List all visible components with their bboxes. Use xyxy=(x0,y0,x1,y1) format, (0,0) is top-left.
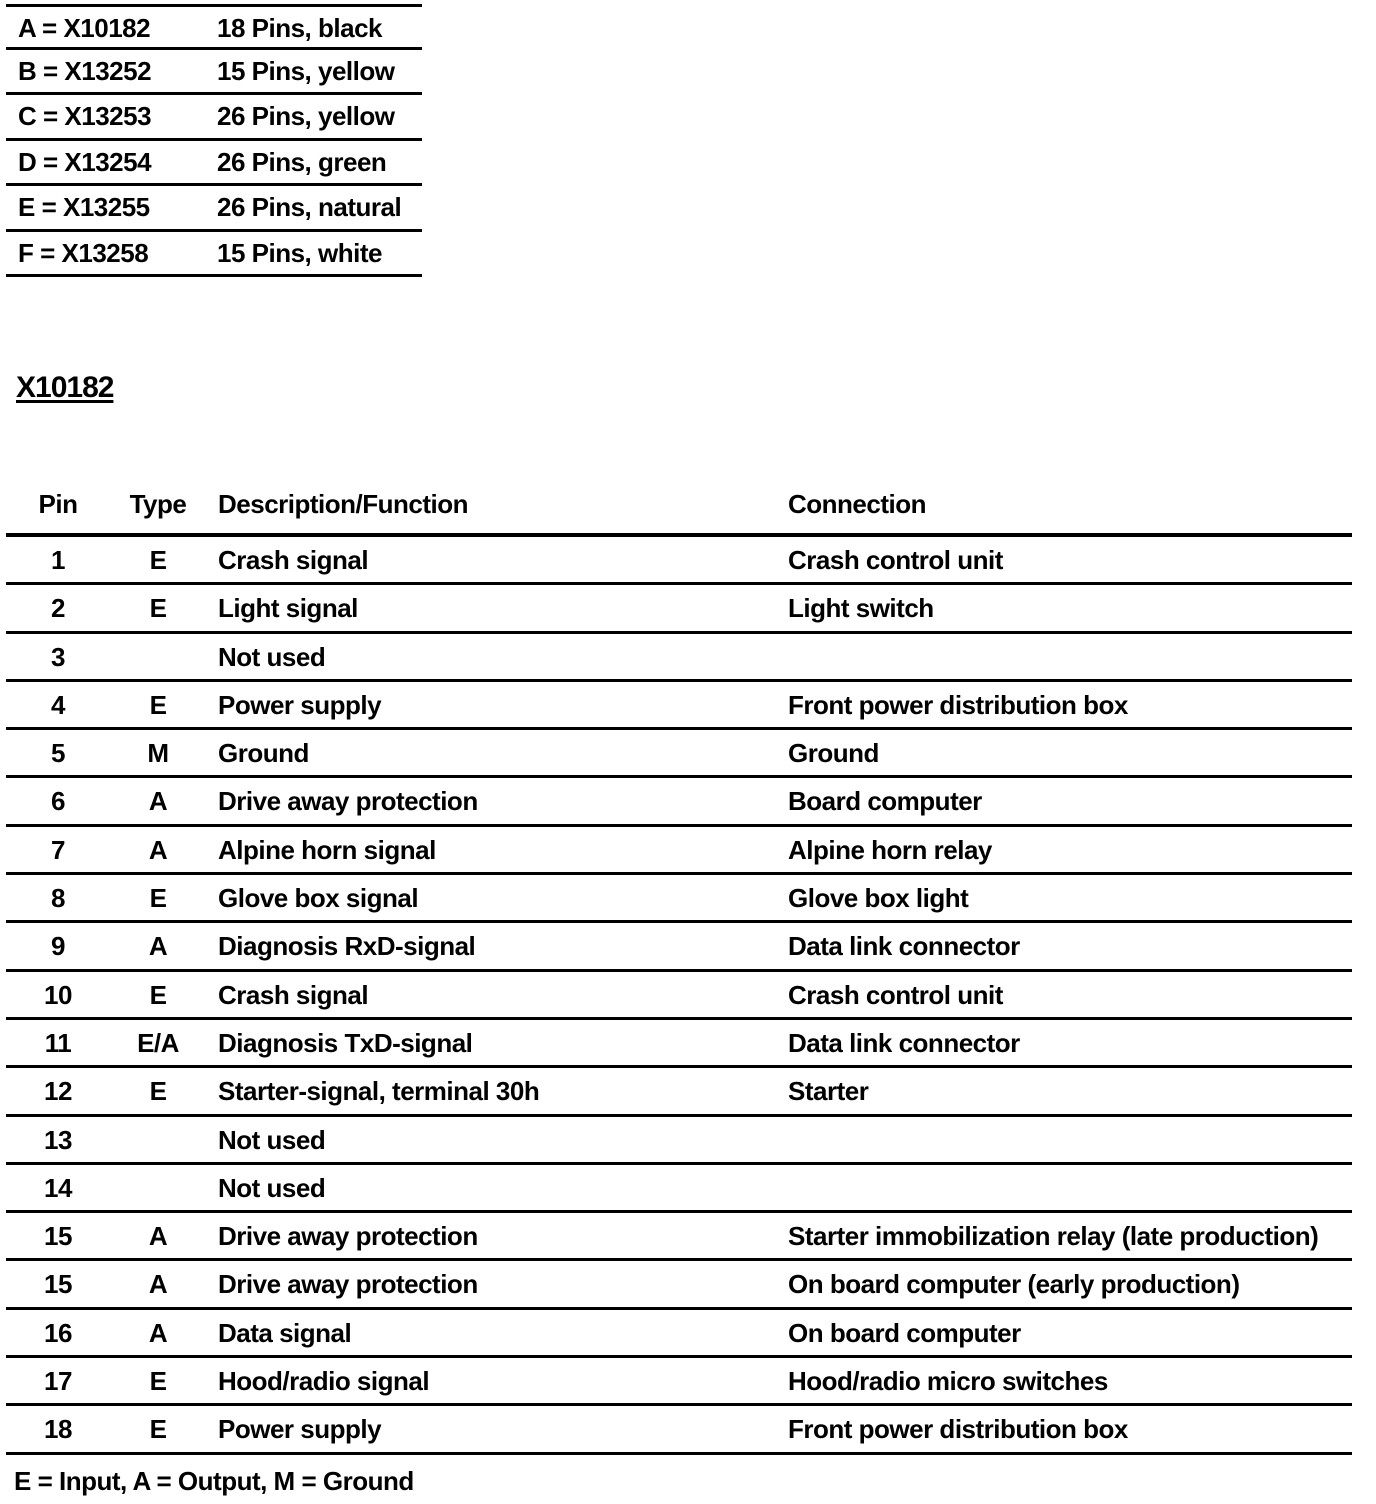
connector-id: F = X13258 xyxy=(18,237,149,268)
pin-cell: 10 xyxy=(44,979,72,1010)
description-cell: Diagnosis TxD-signal xyxy=(218,1027,473,1058)
table-row xyxy=(6,972,1352,1020)
table-row xyxy=(6,1213,1352,1261)
pin-cell: 16 xyxy=(44,1317,72,1348)
type-cell: A xyxy=(148,1317,168,1348)
type-cell: E xyxy=(149,883,167,914)
pin-cell: 4 xyxy=(51,689,65,720)
connector-id: B = X13252 xyxy=(18,55,152,86)
table-header-row xyxy=(6,485,1352,537)
type-cell: A xyxy=(148,834,168,865)
type-cell: M xyxy=(147,738,169,769)
description-cell: Power supply xyxy=(218,1414,382,1445)
description-cell: Light signal xyxy=(218,593,358,624)
connection-cell: Crash control unit xyxy=(788,979,1003,1010)
pin-table xyxy=(6,485,1352,1455)
connection-cell: Data link connector xyxy=(788,1027,1020,1058)
pin-cell: 7 xyxy=(51,834,65,865)
table-row xyxy=(6,875,1352,923)
connection-cell: Ground xyxy=(788,738,879,769)
connection-cell: Front power distribution box xyxy=(788,689,1128,720)
description-cell: Crash signal xyxy=(218,545,369,575)
connection-cell: Hood/radio micro switches xyxy=(788,1366,1108,1397)
description-cell: Starter-signal, terminal 30h xyxy=(218,1076,540,1107)
connection-cell: Data link connector xyxy=(788,931,1020,962)
type-cell: E xyxy=(149,979,167,1010)
pin-cell: 5 xyxy=(51,738,65,769)
type-legend-footnote: E = Input, A = Output, M = Ground xyxy=(14,1466,414,1496)
connector-pins: 15 Pins, yellow xyxy=(217,55,395,86)
connector-row xyxy=(6,186,422,232)
description-cell: Diagnosis RxD-signal xyxy=(218,931,476,962)
description-cell: Data signal xyxy=(218,1317,352,1348)
description-cell: Crash signal xyxy=(218,979,369,1010)
connector-id: E = X13255 xyxy=(18,192,150,222)
table-row xyxy=(6,778,1352,826)
connection-cell: Board computer xyxy=(788,786,982,817)
connector-pins: 18 Pins, black xyxy=(217,13,382,43)
connection-cell: On board computer (early production) xyxy=(788,1269,1240,1300)
pin-cell: 9 xyxy=(51,931,65,962)
connector-pins: 26 Pins, green xyxy=(217,146,387,177)
description-cell: Not used xyxy=(218,641,326,672)
header-connection: Connection xyxy=(788,489,926,519)
description-cell: Hood/radio signal xyxy=(218,1366,430,1397)
description-cell: Drive away protection xyxy=(218,1221,478,1252)
pin-cell: 6 xyxy=(51,786,65,817)
connector-row xyxy=(6,4,422,50)
table-row xyxy=(6,537,1352,585)
table-row xyxy=(6,1406,1352,1454)
type-cell: A xyxy=(148,931,168,962)
description-cell: Glove box signal xyxy=(218,883,419,914)
connector-pins: 26 Pins, natural xyxy=(217,192,402,222)
type-cell: E xyxy=(149,1366,167,1397)
header-pin: Pin xyxy=(38,489,78,519)
connector-id: D = X13254 xyxy=(18,146,152,177)
table-row xyxy=(6,1068,1352,1116)
table-row xyxy=(6,1358,1352,1406)
type-cell: E/A xyxy=(137,1027,179,1058)
pin-cell: 14 xyxy=(44,1172,72,1203)
table-row xyxy=(6,682,1352,730)
table-row xyxy=(6,827,1352,875)
connector-legend xyxy=(6,4,422,277)
connection-cell: Front power distribution box xyxy=(788,1414,1128,1445)
type-cell: A xyxy=(148,1221,168,1252)
connection-cell: Light switch xyxy=(788,593,934,624)
pin-cell: 15 xyxy=(44,1221,72,1252)
table-body xyxy=(6,537,1352,1455)
table-row xyxy=(6,923,1352,971)
connection-cell: Starter immobilization relay (late production) xyxy=(788,1221,1319,1252)
table-row xyxy=(6,1165,1352,1213)
table-row xyxy=(6,634,1352,682)
type-cell: A xyxy=(148,1269,168,1300)
connector-pins: 26 Pins, yellow xyxy=(217,101,395,131)
connection-cell: Glove box light xyxy=(788,883,969,914)
table-row xyxy=(6,730,1352,778)
pin-cell: 8 xyxy=(51,883,65,914)
table-row xyxy=(6,1117,1352,1165)
connector-id: C = X13253 xyxy=(18,101,152,131)
description-cell: Power supply xyxy=(218,689,382,720)
table-row xyxy=(6,1020,1352,1068)
section-heading: X10182 xyxy=(16,371,114,404)
header-description: Description/Function xyxy=(218,489,468,519)
connector-pins: 15 Pins, white xyxy=(217,237,382,268)
connector-row xyxy=(6,141,422,187)
pin-cell: 15 xyxy=(44,1269,72,1300)
connection-cell: Alpine horn relay xyxy=(788,834,992,865)
pin-cell: 3 xyxy=(51,641,65,672)
connector-row xyxy=(6,50,422,96)
type-cell: E xyxy=(149,1414,167,1445)
pin-cell: 11 xyxy=(44,1027,72,1058)
description-cell: Drive away protection xyxy=(218,786,478,817)
pin-cell: 12 xyxy=(44,1076,72,1107)
description-cell: Not used xyxy=(218,1124,326,1155)
header-type: Type xyxy=(129,489,187,519)
connector-row xyxy=(6,232,422,278)
pin-cell: 2 xyxy=(51,593,65,624)
table-row xyxy=(6,1310,1352,1358)
type-cell: E xyxy=(149,545,167,575)
type-cell: E xyxy=(149,689,167,720)
pin-cell: 17 xyxy=(44,1366,72,1397)
connector-id: A = X10182 xyxy=(18,13,151,43)
connection-cell: Crash control unit xyxy=(788,545,1003,575)
pin-cell: 18 xyxy=(44,1414,72,1445)
type-cell: A xyxy=(148,786,168,817)
pin-cell: 13 xyxy=(44,1124,72,1155)
type-cell: E xyxy=(149,1076,167,1107)
table-row xyxy=(6,585,1352,633)
pin-cell: 1 xyxy=(51,545,65,575)
connector-row xyxy=(6,95,422,141)
description-cell: Ground xyxy=(218,738,309,769)
description-cell: Alpine horn signal xyxy=(218,834,436,865)
connection-cell: On board computer xyxy=(788,1317,1021,1348)
table-row xyxy=(6,1261,1352,1309)
connection-cell: Starter xyxy=(788,1076,869,1107)
description-cell: Not used xyxy=(218,1172,326,1203)
description-cell: Drive away protection xyxy=(218,1269,478,1300)
type-cell: E xyxy=(149,593,167,624)
